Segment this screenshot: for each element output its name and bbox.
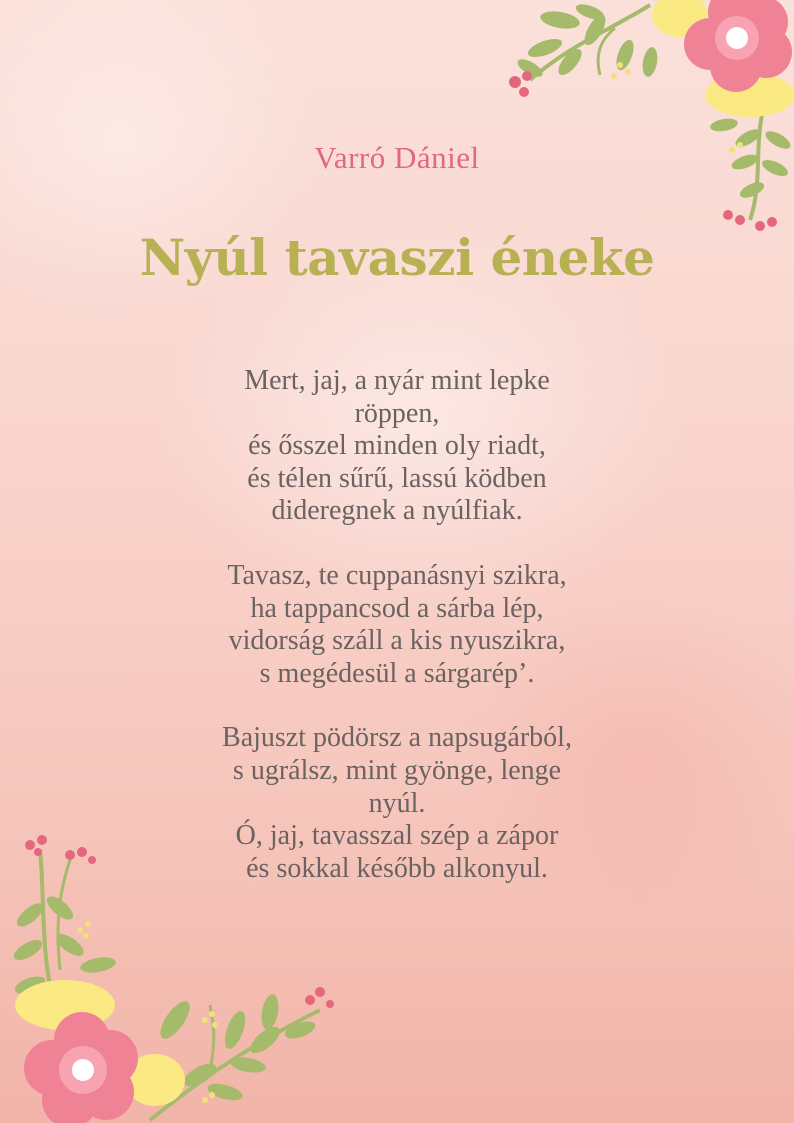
poem-line: és télen sűrű, lassú ködben: [247, 462, 547, 494]
pink-flower-icon: [24, 1012, 138, 1123]
poem-stanza: [97, 560, 697, 690]
poem-stanza: [97, 722, 697, 885]
poem-line: Tavasz, te cuppanásnyi szikra,: [227, 559, 567, 591]
poem-body: [97, 365, 697, 917]
poem-line: Ó, jaj, tavasszal szép a zápor: [235, 820, 559, 852]
poem-line: röppen,: [354, 397, 440, 429]
poem-line: vidorság száll a kis nyuszikra,: [228, 625, 566, 657]
poem-line: s ugrálsz, mint gyönge, lenge: [232, 754, 562, 786]
top-right-flower-ornament: [500, 0, 794, 245]
poem-author: Varró Dániel: [314, 140, 480, 175]
poem-line: ha tappancsod a sárba lép,: [250, 592, 544, 624]
poem-line: dideregnek a nyúlfiak.: [271, 495, 523, 527]
poem-stanza: [97, 365, 697, 528]
poem-line: és ősszel minden oly riadt,: [248, 430, 546, 462]
poem-line: és sokkal később alkonyul.: [246, 852, 548, 884]
poem-line: Mert, jaj, a nyár mint lepke: [244, 365, 550, 396]
poem-title: Nyúl tavaszi éneke: [139, 228, 655, 287]
poem-line: nyúl.: [368, 787, 426, 819]
poem-line: Bajuszt pödörsz a napsugárból,: [222, 722, 572, 754]
poem-line: s megédesül a sárgarép’.: [259, 657, 535, 689]
